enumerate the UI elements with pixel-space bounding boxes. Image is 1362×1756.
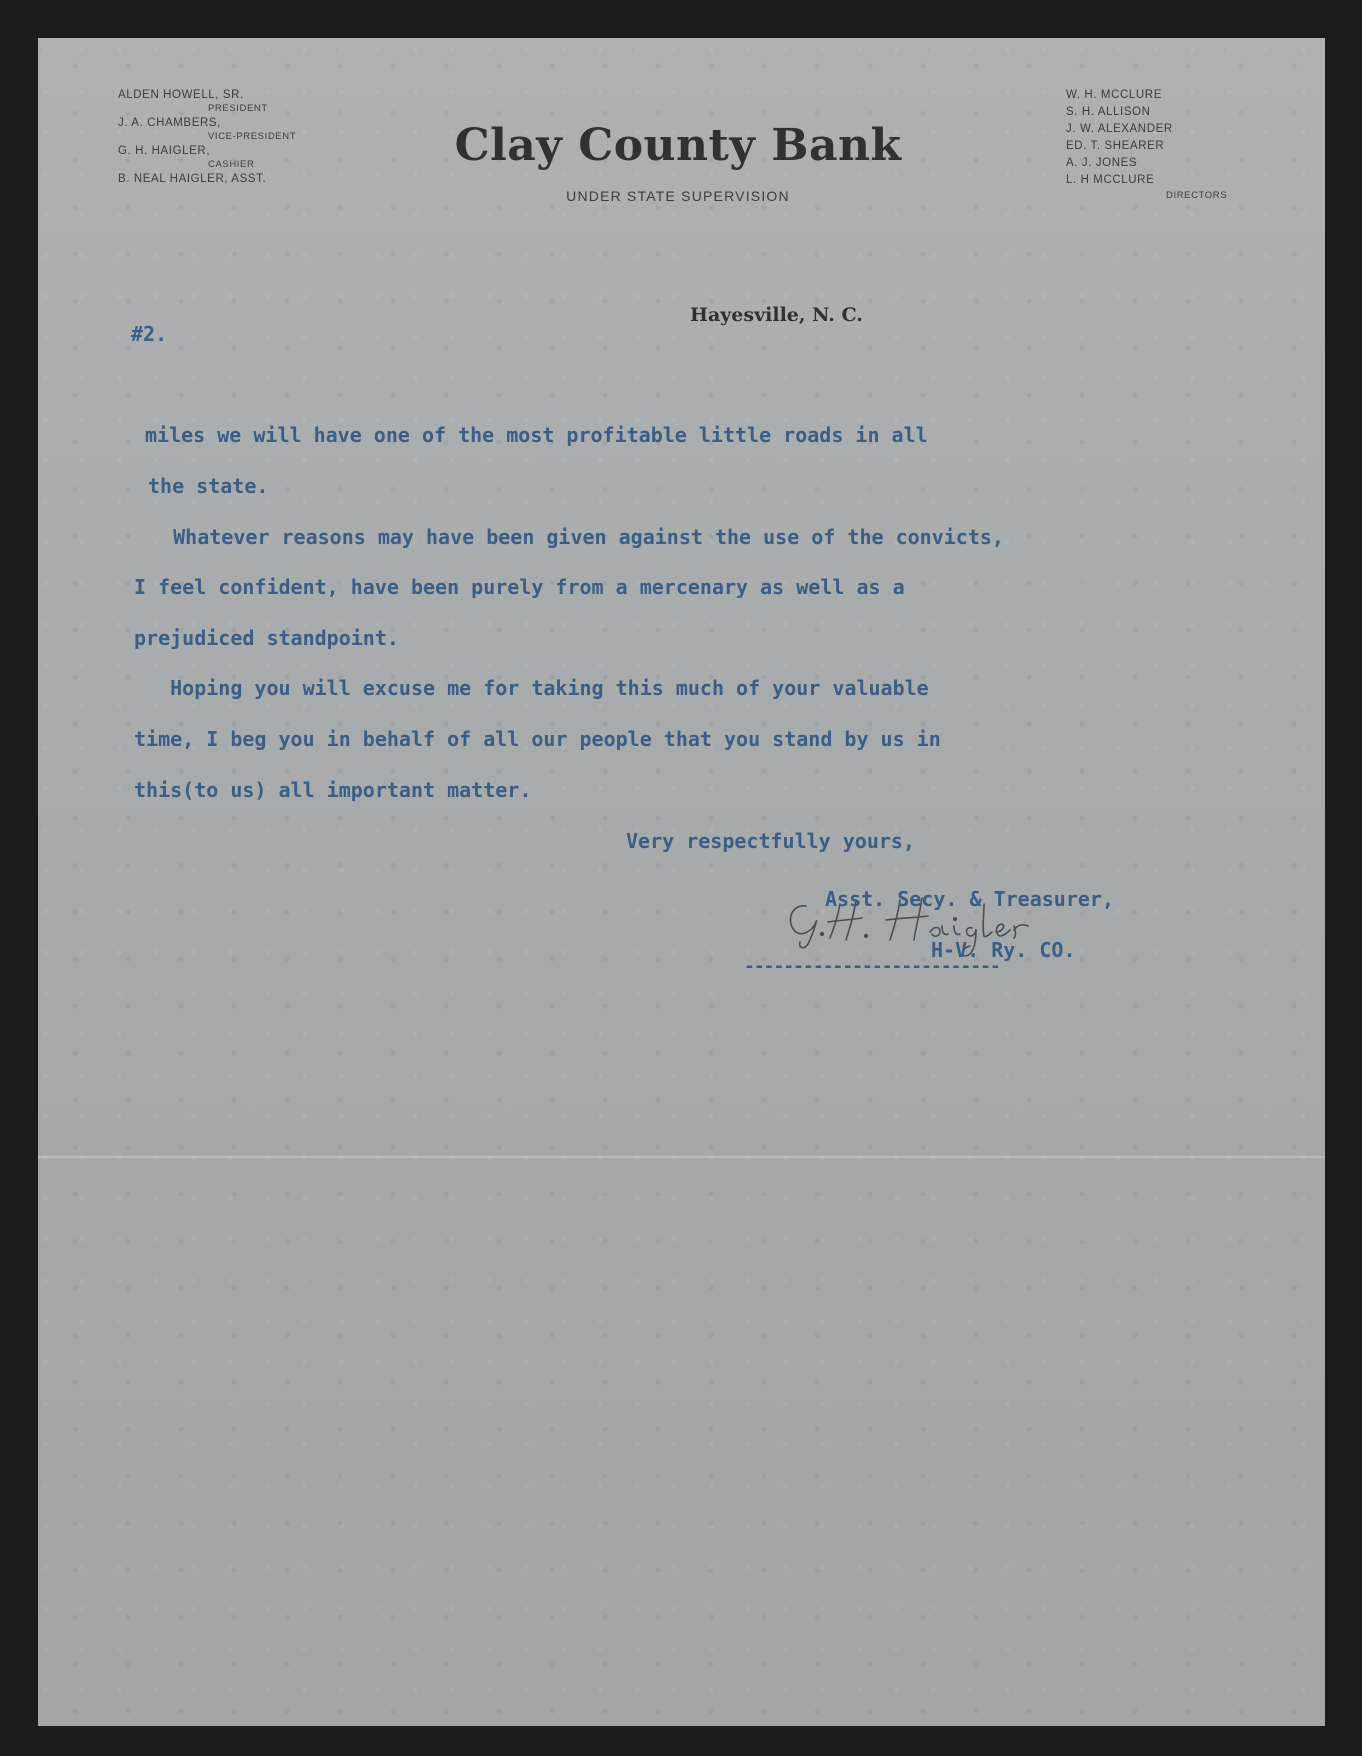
officer-name: ALDEN HOWELL, SR. [118,89,244,101]
body-line: the state. [148,474,269,498]
letter-page [38,38,1325,1726]
paper-fold [38,1156,1325,1158]
signature-line: -------------------------- [744,956,1000,977]
body-line: Whatever reasons may have been given against the use of the convicts, [137,525,1004,549]
director-name: A. J. JONES [1066,157,1138,169]
director-name: L. H MCCLURE [1066,174,1155,186]
director-name: J. W. ALEXANDER [1066,123,1173,135]
body-line: Hoping you will excuse me for taking this much of your valuable [134,676,929,700]
body-line: time, I beg you in behalf of all our people that you stand by us in [134,727,941,751]
officers-list [118,87,296,187]
body-line: miles we will have one of the most profitable little roads in all [145,423,928,447]
directors-label: DIRECTORS [1166,190,1228,201]
director-name: W. H. MCCLURE [1066,89,1162,101]
officer-name: G. H. HAIGLER, [118,145,211,157]
supervision-subtitle: UNDER STATE SUPERVISION [566,188,790,204]
officer-name: J. A. CHAMBERS, [118,117,221,129]
officer-title: CASHIER [208,159,255,170]
directors-list [1066,87,1227,203]
body-line: I feel confident, have been purely from a mercenary as well as a [134,575,905,599]
bank-name: Clay County Bank [454,120,902,171]
page-number: #2. [131,322,168,346]
body-line: this(to us) all important matter. [134,778,532,802]
letter-place: Hayesville, N. C. [690,304,863,326]
director-name: S. H. ALLISON [1066,106,1151,118]
director-name: ED. T. SHEARER [1066,140,1165,152]
closing: Very respectfully yours, [626,829,915,853]
body-line: prejudiced standpoint. [134,626,399,650]
officer-title: PRESIDENT [208,103,268,114]
company-name: H-V. Ry. CO. [931,938,1076,962]
officer-title: VICE-PRESIDENT [208,131,297,142]
officer-name: B. NEAL HAIGLER, ASST. [118,173,267,185]
signer-title: Asst. Secy. & Treasurer, [825,887,1114,911]
